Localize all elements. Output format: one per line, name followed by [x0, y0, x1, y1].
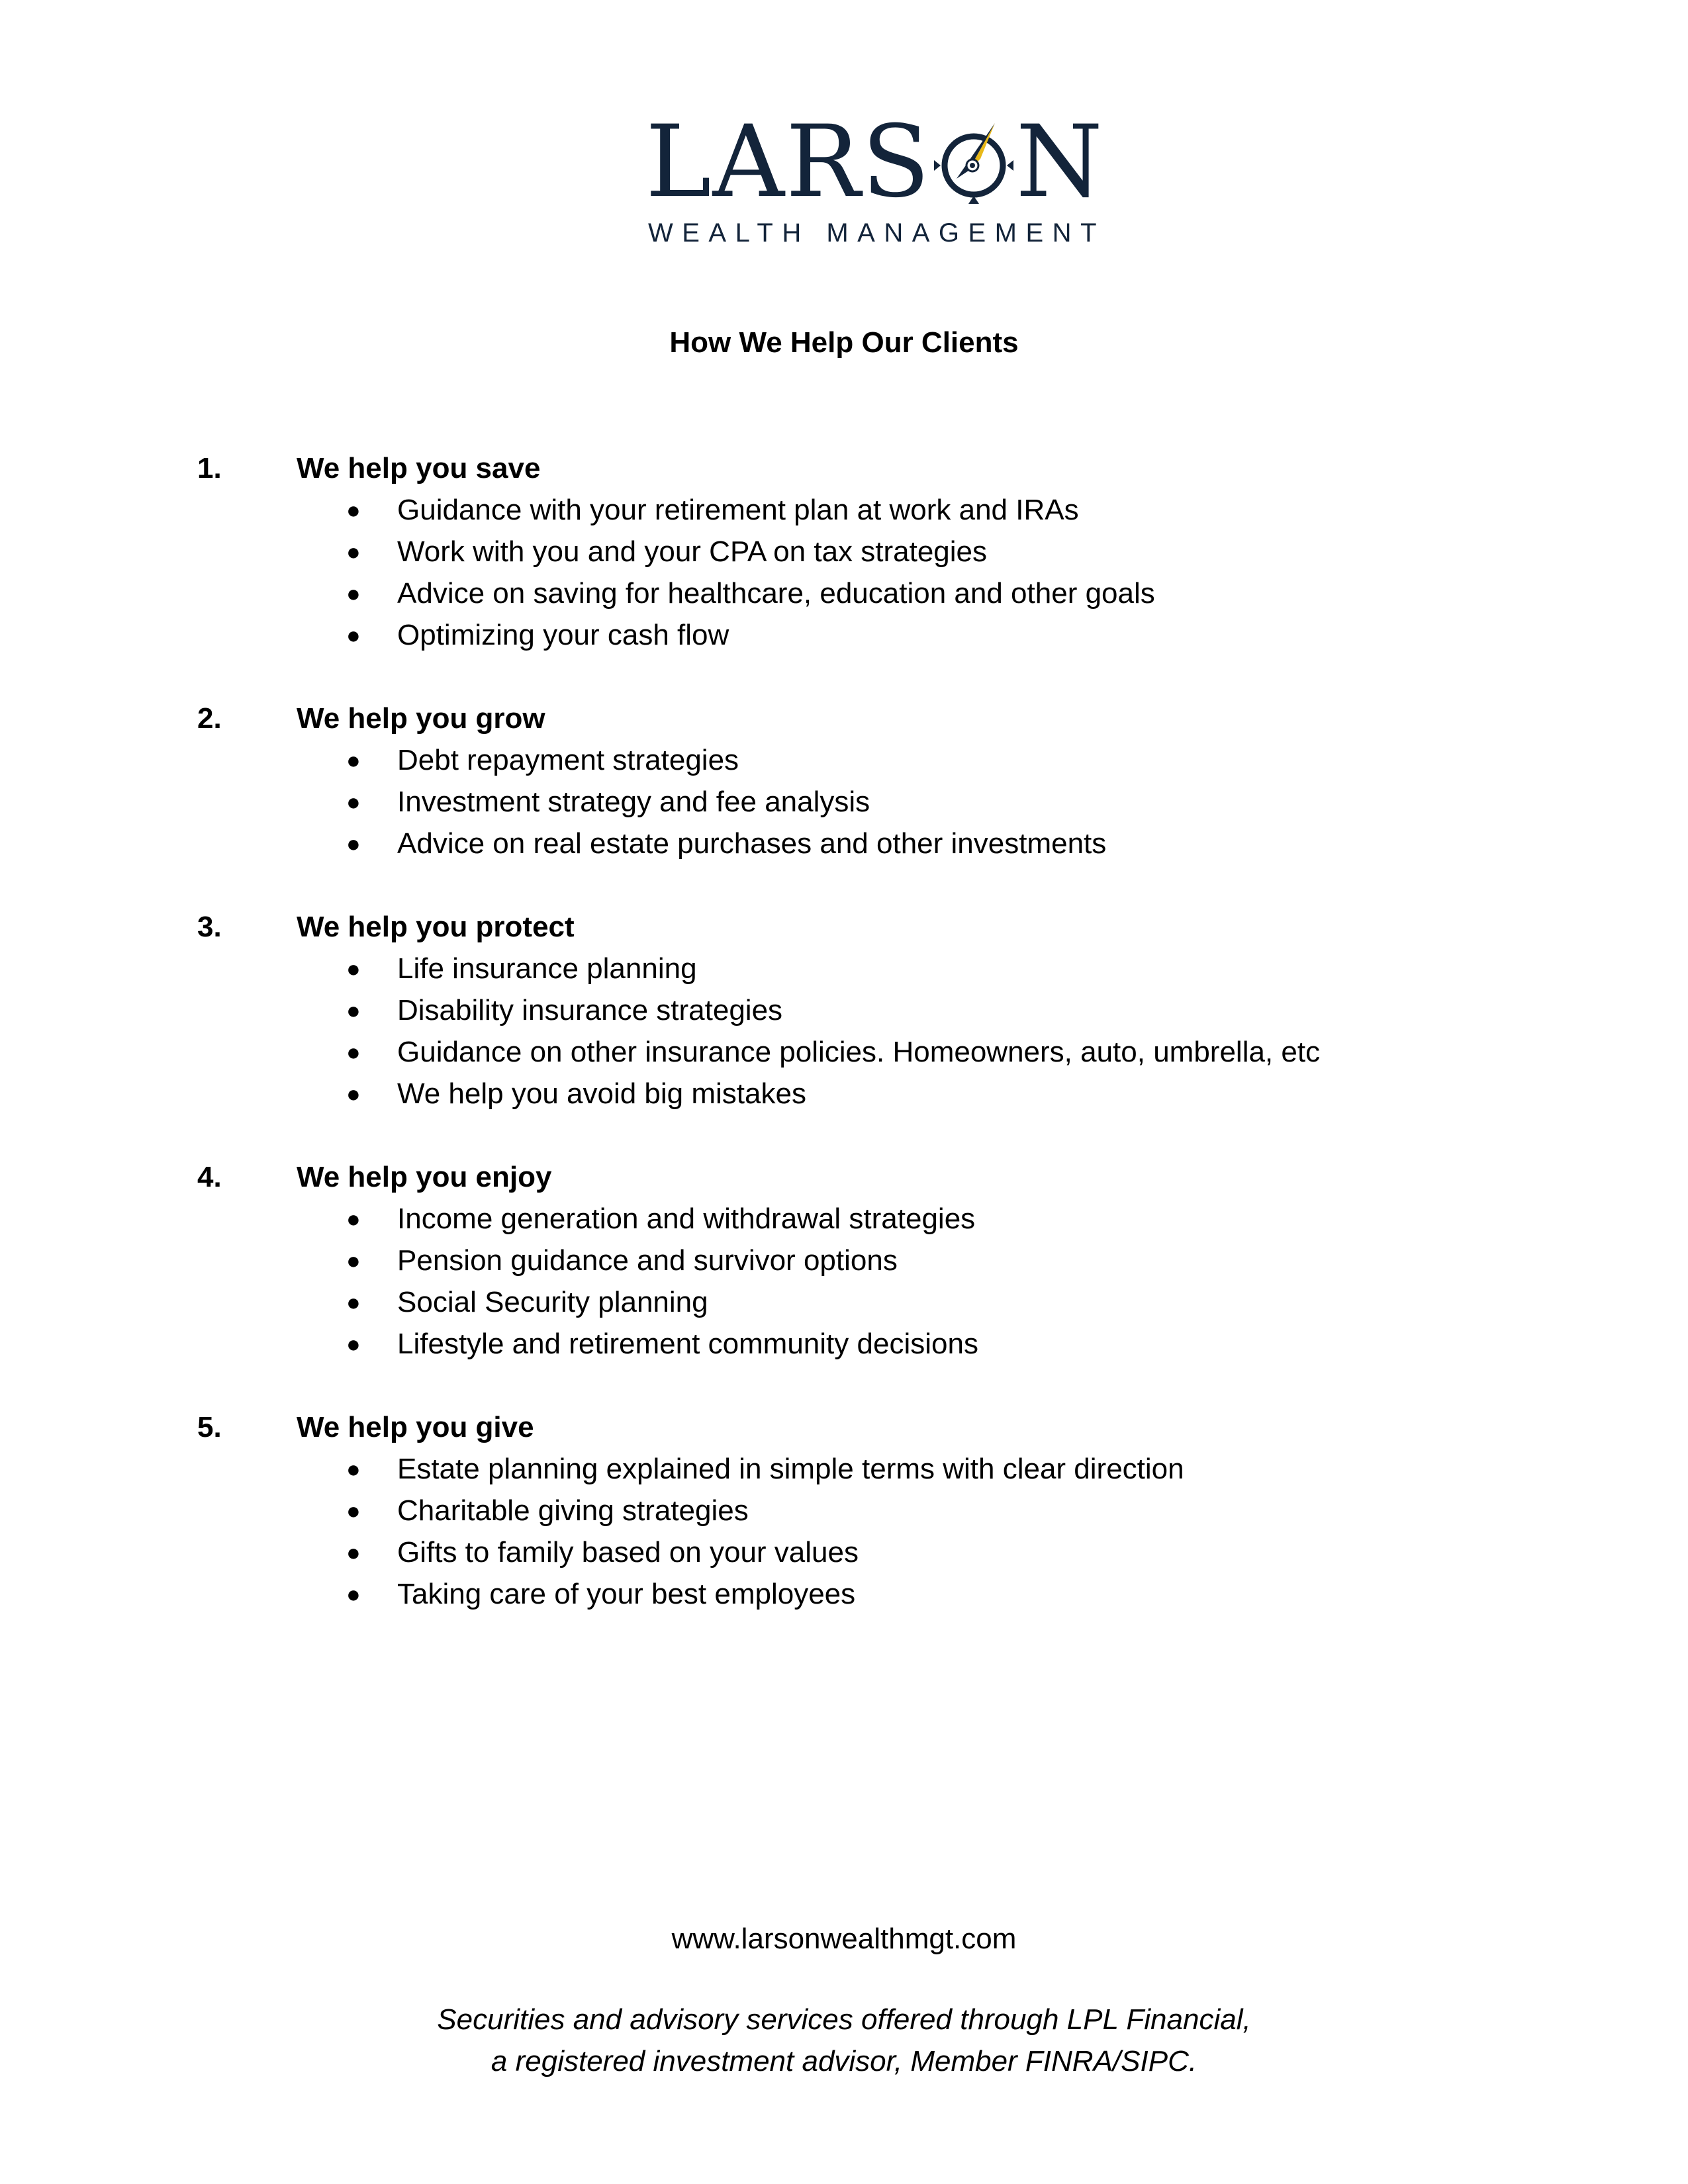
list-item [0, 948, 1688, 989]
list-item [0, 531, 1688, 572]
list-item-text: Work with you and your CPA on tax strategies [397, 535, 988, 568]
list-item [0, 1573, 1688, 1615]
bullet-icon: ● [346, 1455, 361, 1482]
disclosure-text [0, 1999, 1688, 2082]
list-item [0, 614, 1688, 656]
section-heading: We help you grow [297, 702, 545, 735]
bullet-icon: ● [346, 1205, 361, 1232]
bullet-icon: ● [346, 955, 361, 982]
section-1 [0, 447, 1688, 656]
logo-letters-left: LARS [645, 105, 931, 220]
section-3 [0, 906, 1688, 1115]
list-item [0, 1448, 1688, 1490]
list-item-text: Social Security planning [397, 1286, 708, 1318]
list-item [0, 572, 1688, 614]
list-item [0, 1531, 1688, 1573]
bullet-icon: ● [346, 1497, 361, 1524]
list-item-text: Advice on saving for healthcare, education and other goals [397, 577, 1155, 610]
list-item-text: Optimizing your cash flow [397, 619, 729, 651]
list-item-text: Life insurance planning [397, 952, 697, 985]
section-number: 5. [197, 1411, 222, 1443]
bullet-icon: ● [346, 496, 361, 523]
list-item-text: Charitable giving strategies [397, 1494, 749, 1527]
list-item-text: Lifestyle and retirement community decisions [397, 1328, 978, 1360]
section-5 [0, 1406, 1688, 1615]
section-header [0, 1156, 1688, 1198]
list-item-text: Guidance with your retirement plan at work and IRAs [397, 494, 1079, 526]
bullet-icon: ● [346, 1330, 361, 1357]
bullet-icon: ● [346, 580, 361, 607]
list-item [0, 1073, 1688, 1115]
list-item [0, 781, 1688, 823]
section-heading: We help you protect [297, 911, 575, 943]
bullet-icon: ● [346, 1247, 361, 1274]
list-item [0, 1323, 1688, 1365]
list-item-text: Pension guidance and survivor options [397, 1244, 898, 1277]
list-item-text: Investment strategy and fee analysis [397, 786, 870, 818]
logo-tagline: WEALTH MANAGEMENT [648, 218, 1106, 248]
section-header [0, 906, 1688, 948]
section-header [0, 447, 1688, 489]
compass-icon [934, 118, 1013, 210]
bullet-icon: ● [346, 997, 361, 1024]
list-item [0, 1490, 1688, 1531]
section-heading: We help you save [297, 452, 541, 484]
list-item-text: Income generation and withdrawal strategies [397, 1203, 976, 1235]
disclosure-line-1: Securities and advisory services offered through LPL Financial, [437, 2003, 1251, 2036]
section-number: 2. [197, 702, 222, 735]
disclosure-line-2: a registered investment advisor, Member FINRA/SIPC. [491, 2045, 1197, 2077]
list-item [0, 1031, 1688, 1073]
list-item [0, 739, 1688, 781]
section-number: 4. [197, 1161, 222, 1193]
section-header [0, 698, 1688, 739]
list-item [0, 823, 1688, 864]
section-number: 3. [197, 911, 222, 943]
section-header [0, 1406, 1688, 1448]
bullet-icon: ● [346, 1580, 361, 1608]
services-list [0, 447, 1688, 1657]
list-item-text: Advice on real estate purchases and other investments [397, 827, 1107, 860]
list-item-text: Taking care of your best employees [397, 1578, 856, 1610]
bullet-icon: ● [346, 788, 361, 815]
page-title: How We Help Our Clients [669, 326, 1019, 359]
bullet-icon: ● [346, 1539, 361, 1566]
list-item-text: Debt repayment strategies [397, 744, 739, 776]
section-heading: We help you enjoy [297, 1161, 552, 1193]
list-item [0, 1198, 1688, 1240]
bullet-icon: ● [346, 747, 361, 774]
bullet-icon: ● [346, 830, 361, 857]
logo-letters-right: N [1015, 105, 1104, 220]
bullet-icon: ● [346, 621, 361, 649]
bullet-icon: ● [346, 1289, 361, 1316]
list-item [0, 1281, 1688, 1323]
list-item [0, 489, 1688, 531]
company-logo [645, 105, 1106, 258]
website-url[interactable]: www.larsonwealthmgt.com [671, 1923, 1017, 1955]
list-item-text: Estate planning explained in simple terms with clear direction [397, 1453, 1184, 1485]
list-item [0, 1240, 1688, 1281]
section-heading: We help you give [297, 1411, 534, 1443]
list-item-text: We help you avoid big mistakes [397, 1077, 806, 1110]
section-2 [0, 698, 1688, 864]
bullet-icon: ● [346, 538, 361, 565]
list-item-text: Gifts to family based on your values [397, 1536, 859, 1569]
logo-wordmark [645, 105, 1104, 220]
list-item-text: Disability insurance strategies [397, 994, 783, 1026]
bullet-icon: ● [346, 1080, 361, 1107]
bullet-icon: ● [346, 1038, 361, 1066]
list-item-text: Guidance on other insurance policies. Homeowners, auto, umbrella, etc [397, 1036, 1321, 1068]
list-item [0, 989, 1688, 1031]
section-4 [0, 1156, 1688, 1365]
section-number: 1. [197, 452, 222, 484]
